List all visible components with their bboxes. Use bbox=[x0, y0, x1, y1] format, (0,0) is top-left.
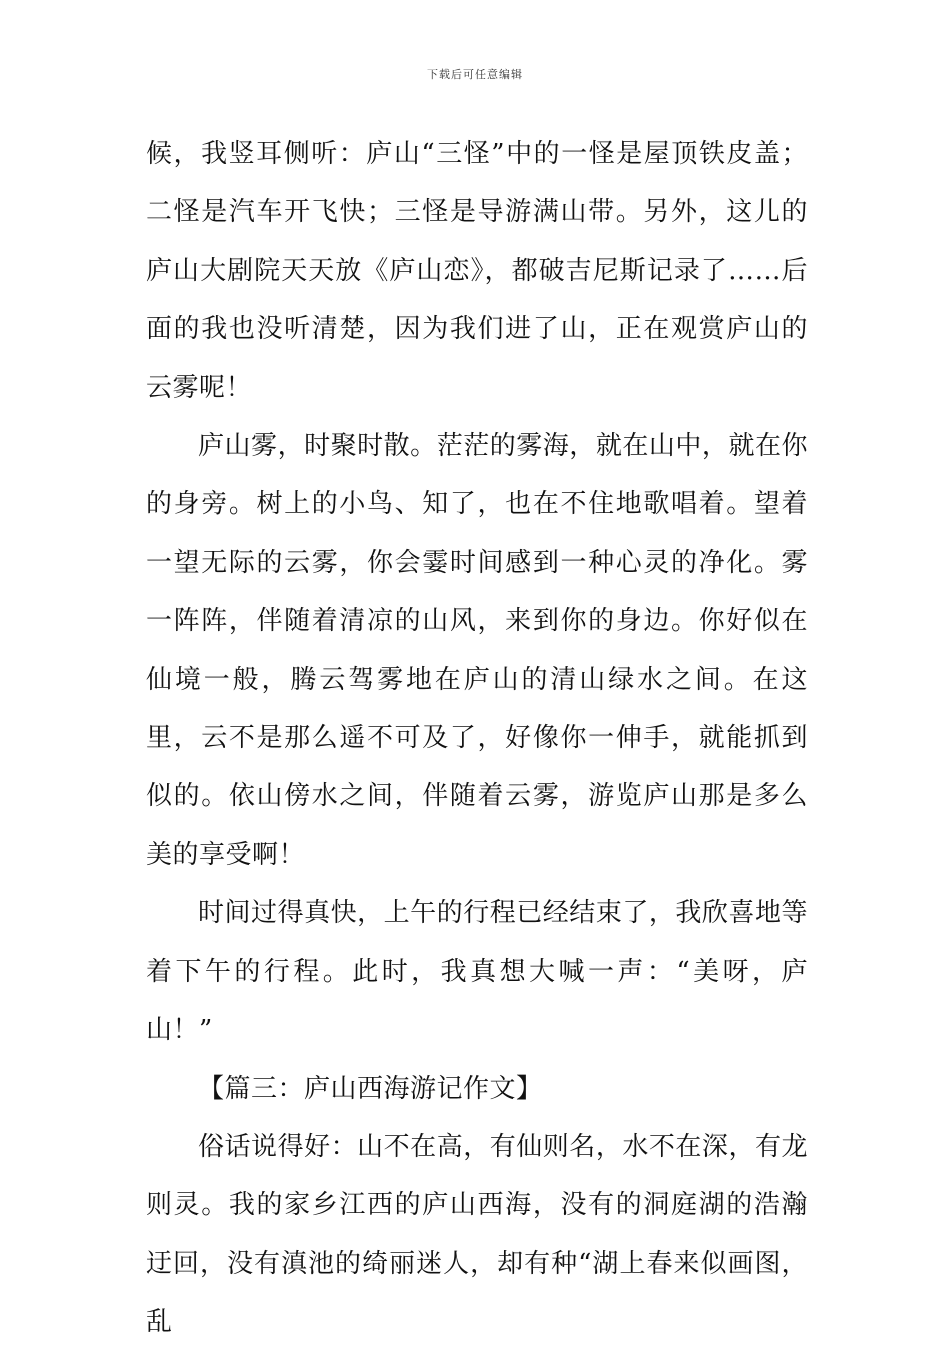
paragraph-time-flies: 时间过得真快，上午的行程已经结束了，我欣喜地等着下午的行程。此时，我真想大喊一声：“美呀，庐山！” bbox=[146, 898, 808, 1046]
paragraph-continuation: 候，我竖耳侧听：庐山“三怪”中的一怪是屋顶铁皮盖；二怪是汽车开飞快；三怪是导游满山带。另外，这儿的庐山大剧院天天放《庐山恋》，都破吉尼斯记录了……后面的我也没听清楚，因为我们进了山，正在观赏庐山的云雾呢！ bbox=[146, 139, 808, 403]
page-header: 下载后可任意编辑 bbox=[427, 68, 523, 81]
paragraph-lushan-fog: 庐山雾，时聚时散。茫茫的雾海，就在山中，就在你的身旁。树上的小鸟、知了，也在不住地歌唱着。望着一望无际的云雾，你会霎时间感到一种心灵的净化。雾一阵阵，伴随着清凉的山风，来到你的身边。你好似在仙境一般，腾云驾雾地在庐山的清山绿水之间。在这里，云不是那么遥不可及了，好像你一伸手，就能抓到似的。依山傍水之间，伴随着云雾，游览庐山那是多么美的享受啊！ bbox=[146, 431, 808, 870]
paragraph-xihai-intro: 俗话说得好：山不在高，有仙则名，水不在深，有龙则灵。我的家乡江西的庐山西海，没有的洞庭湖的浩瀚迂回，没有滇池的绮丽迷人，却有种“湖上春来似画图，乱 bbox=[146, 1131, 808, 1338]
document-body bbox=[146, 125, 808, 1352]
section-heading: 【篇三：庐山西海游记作文】 bbox=[198, 1073, 543, 1104]
